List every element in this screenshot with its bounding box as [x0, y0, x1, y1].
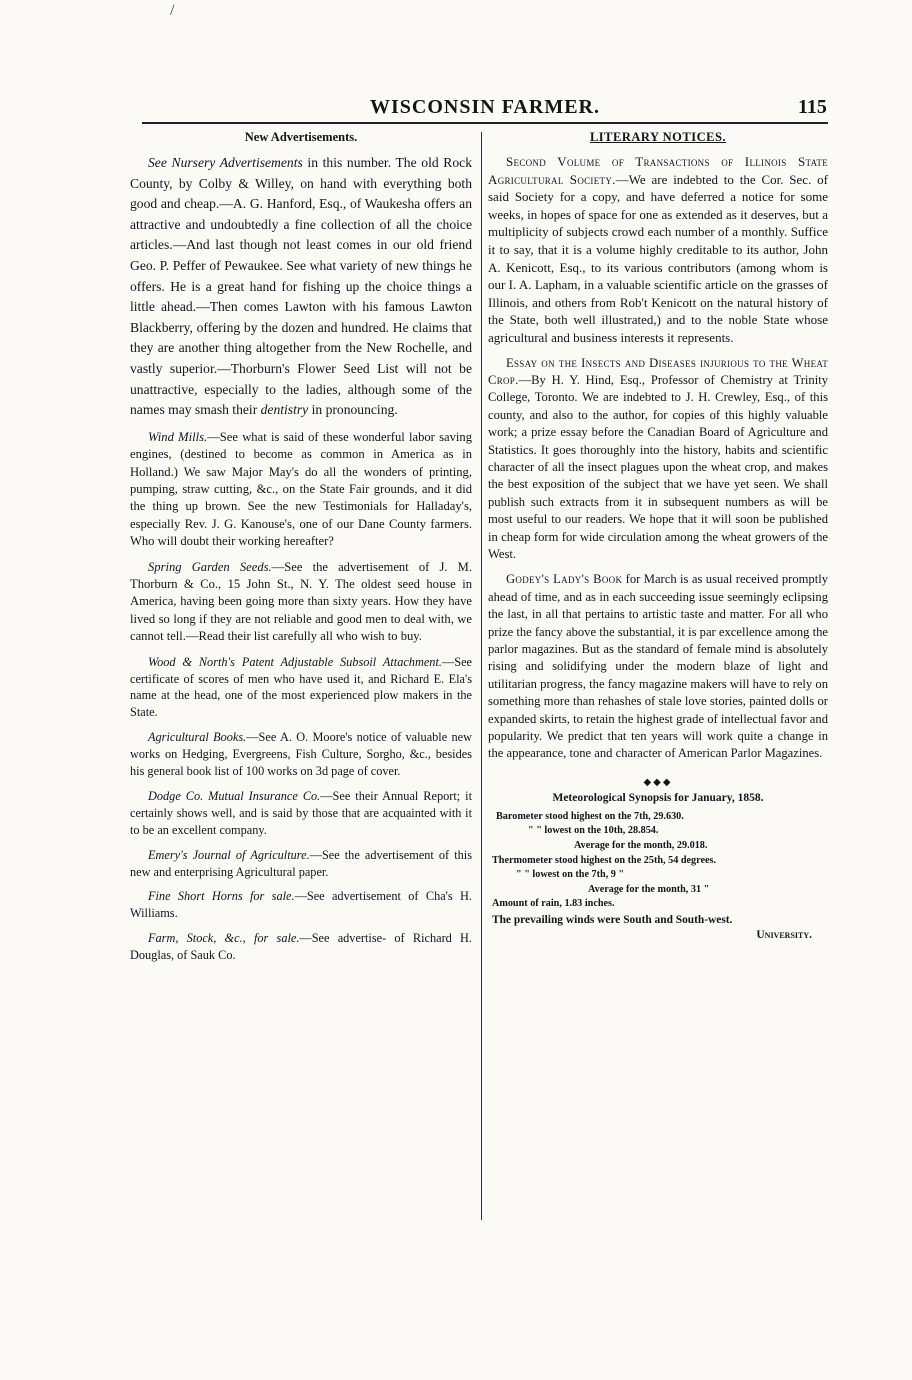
notice-short-horns: [130, 888, 472, 922]
left-column: [130, 130, 472, 964]
notice-body: —See advertise- of Richard H. Douglas, of Sauk Co.: [130, 931, 472, 963]
notice-wind-mills: [130, 429, 472, 551]
notice-insurance: [130, 788, 472, 839]
notice-body: in this number. The old Rock County, by Colby & Willey, on hand with everything both good and cheap.—A. G. Hanford, Esq., of Waukesha offers an attractive and undoubtedly a fine collection of all the choice articles.—And last though not least comes in our old friend Geo. P. Peffer of Pewaukee. See what variety of new things he offers. He is a great hand for fishing up the choice things a little ahead.—Then comes Lawton with his famous Lawton Blackberry, offering by the dozen and hundred. He claims that they are another thing altogether from the New Rochelle, and vastly superior.—Thorburn's Flower Seed List will not be unattractive, especially to the ladies, although some of the names may smash their: [130, 155, 472, 418]
meteorological-synopsis: [488, 792, 828, 941]
notice-emphasis: dentistry: [260, 402, 309, 418]
synopsis-signature: University.: [756, 929, 812, 942]
running-title: WISCONSIN FARMER.: [370, 96, 600, 118]
notice-lead: Second Volume of Transactions of Illinois State Agricultural Society.: [488, 154, 828, 187]
notice-lead: See Nursery Advertisements: [148, 155, 303, 170]
header-rule: [142, 122, 828, 124]
notice-body: —See advertisement of Cha's H. Williams.: [130, 889, 472, 921]
notice-nursery: [130, 153, 472, 421]
notice-lead: Farm, Stock, &c., for sale.: [148, 931, 300, 946]
synopsis-line: " " lowest on the 7th, 9 ": [516, 869, 625, 881]
column-divider: [481, 132, 482, 1220]
notice-godeys-ladys-book: [488, 571, 828, 762]
synopsis-line: Barometer stood highest on the 7th, 29.630.: [496, 810, 684, 822]
synopsis-line: Thermometer stood highest on the 25th, 54 degrees.: [492, 854, 717, 866]
section-ornament: ◆◆◆: [643, 776, 673, 788]
notice-illinois-transactions: [488, 153, 828, 347]
notice-body: —See the advertisement of J. M. Thorburn & Co., 15 John St., N. Y. The oldest seed house in America, having been going more than sixty years. How they have lived so long if they are not reliable and good men to deal with, we cannot tell.—Read their list carefully all who wish to buy.: [130, 559, 472, 644]
synopsis-line: Average for the month, 31 ": [588, 883, 710, 895]
notice-tail: in pronouncing.: [308, 402, 398, 418]
notice-lead: Dodge Co. Mutual Insurance Co.: [148, 788, 321, 803]
notice-subsoil-attachment: [130, 654, 472, 722]
synopsis-line: Amount of rain, 1.83 inches.: [492, 898, 615, 910]
notice-body: —We are indebted to the Cor. Sec. of said Society for a copy, and have deferred a notice for some weeks, in hopes of space for one as extended as it deserves, but a multiplicity of subjects crowd each number of a monthly. Suffice it to say, that it is a volume highly creditable to its author, John A. Kenicott, Esq., to its various contributors (among whom is our I. A. Lapham, in a valuable scientific article on the grasses of Illinois, and others from Rob't Kenicott on the natural history of the State, both well illustrated,) and to the noble State whose agricultural and business interests it represents.: [488, 171, 828, 345]
notice-lead: Essay on the Insects and Diseases injurious to the Wheat Crop.: [488, 355, 828, 387]
synopsis-line: Average for the month, 29.018.: [574, 840, 708, 852]
notice-farm-stock: [130, 930, 472, 964]
margin-mark: /: [170, 2, 175, 19]
notice-body: —See what is said of these wonderful labor saving engines, (destined to become as common in America as in Holland.) We saw Major May's do all the wonders of printing, pumping, straw cutting, &c., on the State Fair grounds, and it did the thing up brown. See the new Testimonials for Halladay's, especially Rev. J. G. Kanouse's, one of our Dane County farmers. Who will doubt their working hereafter?: [130, 429, 473, 549]
right-column: [488, 130, 828, 941]
notice-lead: Wind Mills.: [148, 429, 208, 444]
notice-body: —See certificate of scores of men who have used it, and Richard E. Ela's name at the head, one of the most experienced plow makers in the State.: [130, 654, 472, 720]
notice-body: —See their Annual Report; it certainly shows well, and is said by those that are acquainted with it to be an excellent company.: [130, 788, 472, 837]
notice-wheat-insects-essay: [488, 355, 828, 564]
synopsis-winds: The prevailing winds were South and South-west.: [492, 914, 733, 927]
notice-garden-seeds: [130, 559, 472, 646]
synopsis-line: " " lowest on the 10th, 28.854.: [528, 825, 659, 837]
notice-body: —By H. Y. Hind, Esq., Professor of Chemistry at Trinity College, Toronto. We are indebted to J. H. Crewley, Esq., of this county, and also to the author, for copies of this highly valuable work; a prize essay before the Canadian Board of Agriculture and Statistics. It goes thoroughly into the history, habits and scientific character of all the insect plagues upon the wheat crop, and makes the best exposition of the subject that we have yet seen. We shall publish such extracts from it in subsequent numbers as will be most useful to our readers. We hope that it will soon be published in cheap form for wide circulation among the wheat growers of the West.: [488, 372, 828, 561]
notice-lead: Wood & North's Patent Adjustable Subsoil Attachment.: [148, 654, 442, 669]
notice-body: for March is as usual received promptly ahead of time, and as in each succeeding issue seemingly eclipsing the last, in all that pertains to artistic taste and matter. For all who prize the fancy above the substantial, it is par excellence among the parlor magazines. But as the standard of female mind is absolutely rising and solidifying under the modern blaze of light and utilitarian progress, the fancy magazine makers will have to rely on something more than rehashes of stale love stories, painted dolls or expanded skirts, to retain the highest grade of intellectual favor and popularity. We predict that ten years will work quite a change in the appearance, tone and character of American Parlor Magazines.: [488, 572, 828, 761]
page-number: 115: [798, 96, 827, 118]
notice-body: —See A. O. Moore's notice of valuable new works on Hedging, Evergreens, Fish Culture, Sorgho, &c., besides his general book list of 100 works on 3d page of cover.: [130, 730, 472, 779]
synopsis-title: Meteorological Synopsis for January, 1858.: [552, 791, 764, 804]
right-column-heading: LITERARY NOTICES.: [589, 130, 727, 144]
notice-lead: Fine Short Horns for sale.: [148, 889, 295, 904]
notice-emerys-journal: [130, 847, 472, 881]
notice-lead: Emery's Journal of Agriculture.: [148, 847, 310, 862]
notice-body: —See the advertisement of this new and enterprising Agricultural paper.: [130, 847, 472, 879]
notice-agricultural-books: [130, 729, 472, 780]
notice-lead: Agricultural Books.: [148, 730, 247, 745]
left-column-heading: New Advertisements.: [244, 130, 358, 144]
notice-lead: Spring Garden Seeds.: [148, 559, 272, 574]
notice-lead: Godey's Lady's Book: [506, 572, 623, 587]
